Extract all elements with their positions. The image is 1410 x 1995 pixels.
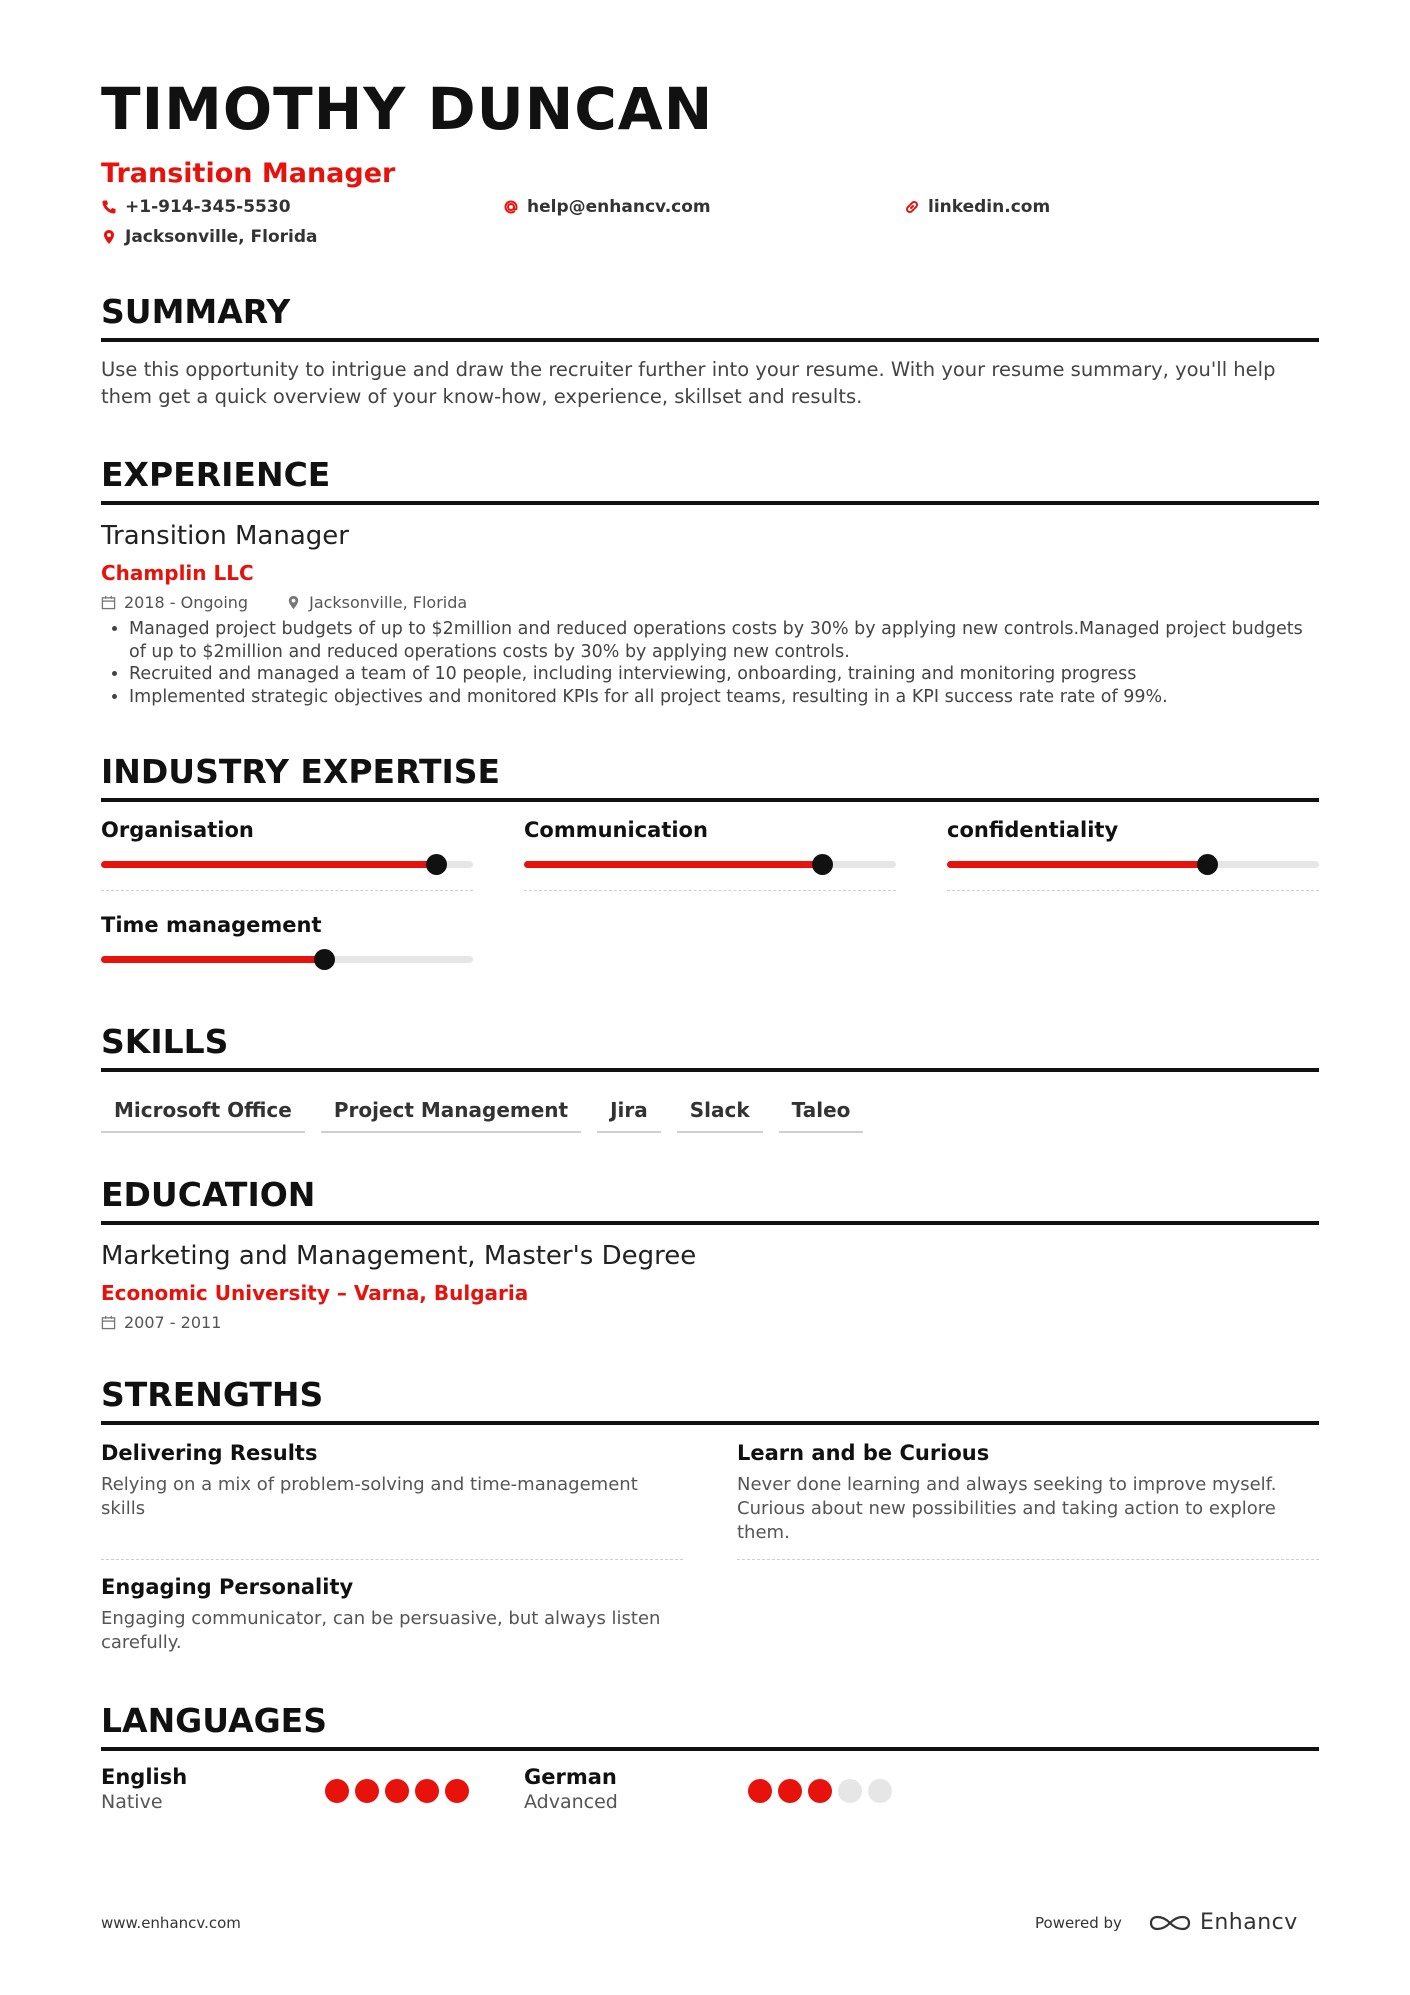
education-section (101, 1175, 1319, 1332)
footer-website[interactable]: www.enhancv.com (101, 1914, 241, 1932)
phone-icon (101, 199, 117, 215)
strength-title: Delivering Results (101, 1441, 318, 1465)
location-contact (101, 227, 318, 247)
summary-section (101, 292, 1319, 410)
list-item: • Implemented strategic objectives and monitored KPIs for all project teams, resulting in a KPI success rate rate of 99%. (129, 686, 1319, 709)
job-location: Jacksonville, Florida (309, 593, 468, 612)
language-rating (325, 1779, 469, 1803)
rating-dot (778, 1779, 802, 1803)
strength-item (737, 1441, 1319, 1560)
expertise-bar (947, 861, 1319, 868)
brand-name: Enhancv (1199, 1910, 1298, 1935)
phone-text: +1-914-345-5530 (125, 197, 291, 217)
candidate-name: TIMOTHY DUNCAN (101, 75, 714, 143)
expertise-item (947, 818, 1319, 891)
footer-branding (1035, 1910, 1298, 1935)
divider (101, 1559, 683, 1560)
languages-heading: LANGUAGES (101, 1704, 1319, 1751)
skills-list (101, 1098, 1319, 1133)
languages-grid (101, 1751, 1319, 1811)
language-level: Native (101, 1791, 163, 1813)
education-dates: 2007 - 2011 (124, 1313, 222, 1332)
expertise-bar-knob (426, 854, 447, 875)
language-item (101, 1765, 187, 1813)
expertise-grid (101, 802, 1319, 1002)
job-title: Transition Manager (101, 521, 349, 551)
rating-dot (868, 1779, 892, 1803)
strength-title: Learn and be Curious (737, 1441, 990, 1465)
skills-heading: SKILLS (101, 1025, 1319, 1072)
strength-title: Engaging Personality (101, 1575, 354, 1599)
rating-dot (445, 1779, 469, 1803)
expertise-label: confidentiality (947, 818, 1119, 842)
skill-tag: Jira (597, 1098, 661, 1133)
location-pin-icon (286, 595, 301, 610)
job-bullets (101, 618, 1319, 708)
location-text: Jacksonville, Florida (125, 227, 318, 247)
job-dates: 2018 - Ongoing (124, 593, 249, 612)
company-name: Champlin LLC (101, 561, 254, 585)
candidate-title: Transition Manager (101, 158, 396, 189)
expertise-bar-knob (314, 949, 335, 970)
skill-tag: Taleo (779, 1098, 864, 1133)
expertise-bar-fill (524, 861, 822, 868)
rating-dot (385, 1779, 409, 1803)
expertise-bar-fill (101, 956, 324, 963)
list-item: • Managed project budgets of up to $2million and reduced operations costs by 30% by applying new controls.Managed project budgets of up to $2million and reduced operations costs by 30% by applying new controls. (129, 618, 1319, 663)
skill-tag: Microsoft Office (101, 1098, 305, 1133)
expertise-label: Organisation (101, 818, 254, 842)
school-name: Economic University – Varna, Bulgaria (101, 1281, 529, 1305)
calendar-icon (101, 595, 116, 610)
degree-title: Marketing and Management, Master's Degree (101, 1241, 697, 1271)
expertise-bar-knob (812, 854, 833, 875)
strength-description: Relying on a mix of problem-solving and time-management skills (101, 1474, 638, 1519)
experience-section (101, 455, 1319, 708)
expertise-bar-fill (947, 861, 1207, 868)
summary-heading: SUMMARY (101, 295, 1319, 342)
industry-expertise-heading: INDUSTRY EXPERTISE (101, 755, 1319, 802)
divider (947, 890, 1319, 891)
email-text: help@enhancv.com (527, 197, 711, 217)
strengths-heading: STRENGTHS (101, 1378, 1319, 1425)
rating-dot (355, 1779, 379, 1803)
language-name: English (101, 1765, 188, 1789)
expertise-bar (101, 956, 473, 963)
education-heading: EDUCATION (101, 1178, 1319, 1225)
divider (101, 890, 473, 891)
rating-dot (325, 1779, 349, 1803)
industry-expertise-section (101, 752, 1319, 1002)
expertise-bar-fill (101, 861, 436, 868)
strength-item (101, 1575, 683, 1655)
linkedin-text: linkedin.com (928, 197, 1051, 217)
skill-tag: Project Management (321, 1098, 581, 1133)
expertise-bar-knob (1197, 854, 1218, 875)
list-item: • Recruited and managed a team of 10 people, including interviewing, onboarding, training and monitoring progress (129, 663, 1319, 686)
phone-contact[interactable] (101, 197, 291, 217)
divider (737, 1559, 1319, 1560)
skills-section (101, 1022, 1319, 1133)
expertise-label: Time management (101, 913, 322, 937)
expertise-label: Communication (524, 818, 708, 842)
expertise-item (101, 818, 473, 891)
language-level: Advanced (524, 1791, 618, 1813)
at-icon (503, 199, 519, 215)
education-meta (101, 1313, 1319, 1332)
powered-by-text: Powered by (1035, 1913, 1122, 1932)
rating-dot (748, 1779, 772, 1803)
linkedin-contact[interactable] (904, 197, 1050, 217)
rating-dot (808, 1779, 832, 1803)
strength-description: Engaging communicator, can be persuasive, but always listen carefully. (101, 1608, 661, 1653)
calendar-icon (101, 1315, 116, 1330)
skill-tag: Slack (677, 1098, 763, 1133)
strengths-grid (101, 1425, 1319, 1665)
brand-logo[interactable] (1148, 1910, 1298, 1935)
rating-dot (838, 1779, 862, 1803)
strength-description: Never done learning and always seeking to improve myself. Curious about new possibilities and taking action to explore them. (737, 1474, 1277, 1543)
summary-text: Use this opportunity to intrigue and draw the recruiter further into your resume. With your resume summary, you'll help them get a quick overview of your know-how, experience, skillset and results. (101, 358, 1276, 408)
email-contact[interactable] (503, 197, 711, 217)
contact-info (101, 197, 1319, 261)
experience-heading: EXPERIENCE (101, 458, 1319, 505)
link-icon (904, 199, 920, 215)
expertise-item (101, 913, 473, 963)
language-rating (748, 1779, 892, 1803)
expertise-bar (101, 861, 473, 868)
location-pin-icon (101, 229, 117, 245)
expertise-bar (524, 861, 896, 868)
rating-dot (415, 1779, 439, 1803)
resume-page (101, 75, 1319, 1813)
divider (524, 890, 896, 891)
expertise-item (524, 818, 896, 891)
strengths-section (101, 1375, 1319, 1665)
language-item (524, 1765, 618, 1813)
strength-item (101, 1441, 683, 1560)
enhancv-logo-icon (1148, 1912, 1192, 1934)
job-meta (101, 593, 1319, 612)
languages-section (101, 1701, 1319, 1813)
language-name: German (524, 1765, 617, 1789)
